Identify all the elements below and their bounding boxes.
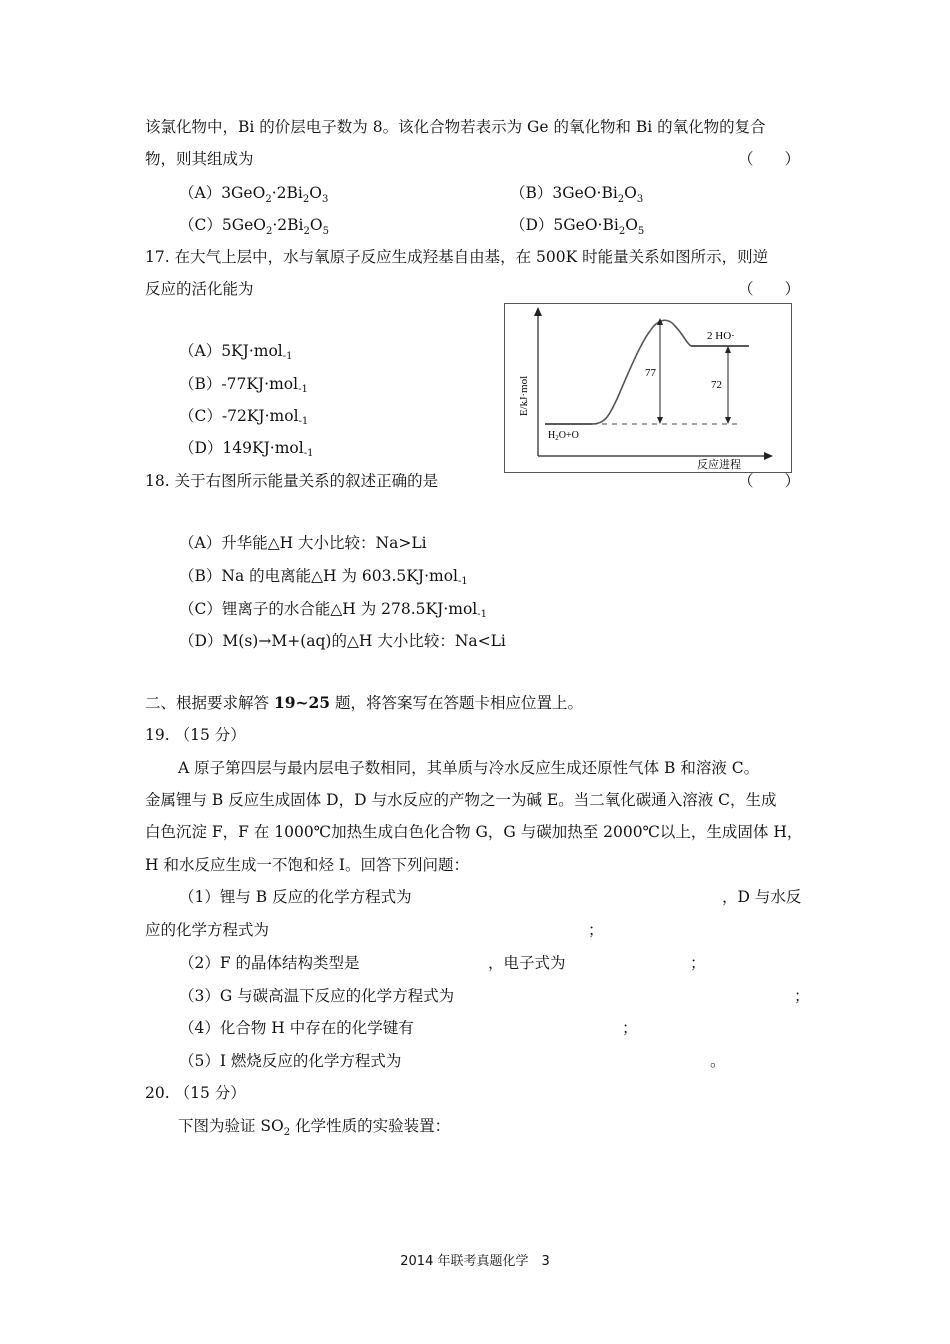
q19-paragraph-line3: 白色沉淀 F，F 在 1000℃加热生成白色化合物 G，G 与碳加热至 2000℃以上，生成固体 H，	[145, 823, 803, 841]
y-axis-arrow	[534, 307, 542, 316]
q20-header: 20. （15 分）	[145, 1084, 246, 1102]
q19-sub5-end: 。	[710, 1052, 726, 1070]
x-axis-label: 反应进程	[697, 459, 741, 471]
arrow-77-head-bottom	[657, 417, 663, 424]
q19-sub1: （1）锂与 B 反应的化学方程式为	[179, 888, 412, 906]
q19-sub4: （4）化合物 H 中存在的化学键有	[179, 1019, 414, 1037]
label-product: 2 HO·	[707, 330, 735, 342]
q20-line1: 下图为验证 $SO_2$ 化学性质的实验装置：	[178, 1117, 451, 1138]
x-axis-arrow	[764, 452, 773, 460]
q16-line2: 物，则其组成为	[145, 150, 254, 168]
q17-option-b: （B）-77KJ·mol$_{-1}$	[179, 375, 308, 395]
q19-paragraph-line4: H 和水反应生成一不饱和烃 I。回答下列问题：	[145, 856, 469, 874]
q16-option-d: $(D)5GeO\cdot Bi_2O_5$	[510, 216, 645, 237]
q19-sub4-end: ；	[622, 1019, 638, 1037]
q17-line2: 反应的活化能为	[145, 280, 254, 298]
q16-option-b: $(B)3GeO\cdot Bi_2O_3$	[510, 184, 644, 205]
energy-diagram	[504, 303, 792, 473]
q18-option-c: （C）锂离子的水合能△H 为 278.5KJ·mol$_{-1}$	[179, 600, 487, 620]
q17-option-d: （D）149KJ·mol$_{-1}$	[179, 439, 314, 459]
q19-sub1-line2: 应的化学方程式为	[145, 921, 270, 939]
q18-option-d: （D）M(s)→M+(aq)的△H 大小比较：Na<Li	[179, 632, 506, 650]
arrow-72-head-bottom	[725, 417, 731, 424]
q18-line1: 18. 关于右图所示能量关系的叙述正确的是	[145, 472, 439, 490]
q19-sub5: （5）I 燃烧反应的化学方程式为	[179, 1052, 402, 1070]
arrow-77-head-top	[657, 318, 663, 325]
q18-answer-bracket: （ ）	[738, 472, 801, 490]
q19-sub1-cont: ，D 与水反	[722, 888, 802, 906]
arrow-72-head-top	[725, 346, 731, 353]
reaction-curve	[592, 320, 691, 424]
page-footer: 2014 年联考真题化学 3	[400, 1254, 550, 1269]
q19-header: 19. （15 分）	[145, 726, 246, 744]
q19-paragraph-line2: 金属锂与 B 反应生成固体 D，D 与水反应的产物之一为碱 E。当二氧化碳通入溶液 C，生成	[145, 791, 777, 809]
q19-paragraph-line1: A 原子第四层与最内层电子数相同，其单质与冷水反应生成还原性气体 B 和溶液 C。	[178, 759, 760, 777]
label-reactant: $H_2O+O$	[548, 430, 579, 442]
q18-option-b: （B）Na 的电离能△H 为 603.5KJ·mol$_{-1}$	[179, 567, 468, 587]
q16-option-a: $(A)3GeO_2\cdot 2Bi_2O_3$	[179, 184, 329, 205]
q19-sub2-end: ；	[690, 954, 706, 972]
label-77: 77	[645, 367, 656, 379]
q16-answer-bracket: （ ）	[738, 150, 801, 168]
q19-sub2: （2）F 的晶体结构类型是	[179, 954, 360, 972]
y-axis-label: E/kJ·mol	[518, 375, 530, 417]
q16-line1: 该氯化物中，Bi 的价层电子数为 8。该化合物若表示为 Ge 的氧化物和 Bi 的氧化物的复合	[145, 118, 766, 136]
label-72: 72	[711, 379, 722, 391]
q19-sub3: （3）G 与碳高温下反应的化学方程式为	[179, 987, 455, 1005]
q17-option-c: （C）-72KJ·mol$_{-1}$	[179, 407, 309, 427]
q19-sub2-mid: ，电子式为	[488, 954, 566, 972]
q16-option-c: $(C)5GeO_2\cdot 2Bi_2O_5$	[179, 216, 329, 237]
q17-option-a: （A）5KJ·mol$_{-1}$	[179, 342, 293, 362]
q17-line1: 17. 在大气上层中，水与氧原子反应生成羟基自由基，在 500K 时能量关系如图所示，则逆	[145, 248, 769, 266]
q17-answer-bracket: （ ）	[738, 280, 801, 298]
section2-heading: 二、根据要求解答 19~25 题，将答案写在答题卡相应位置上。	[145, 693, 584, 712]
energy-diagram-svg	[505, 304, 791, 472]
q19-sub1-end: ；	[588, 921, 604, 939]
q19-sub3-end: ；	[794, 987, 810, 1005]
q18-option-a: （A）升华能△H 大小比较：Na>Li	[179, 534, 427, 552]
